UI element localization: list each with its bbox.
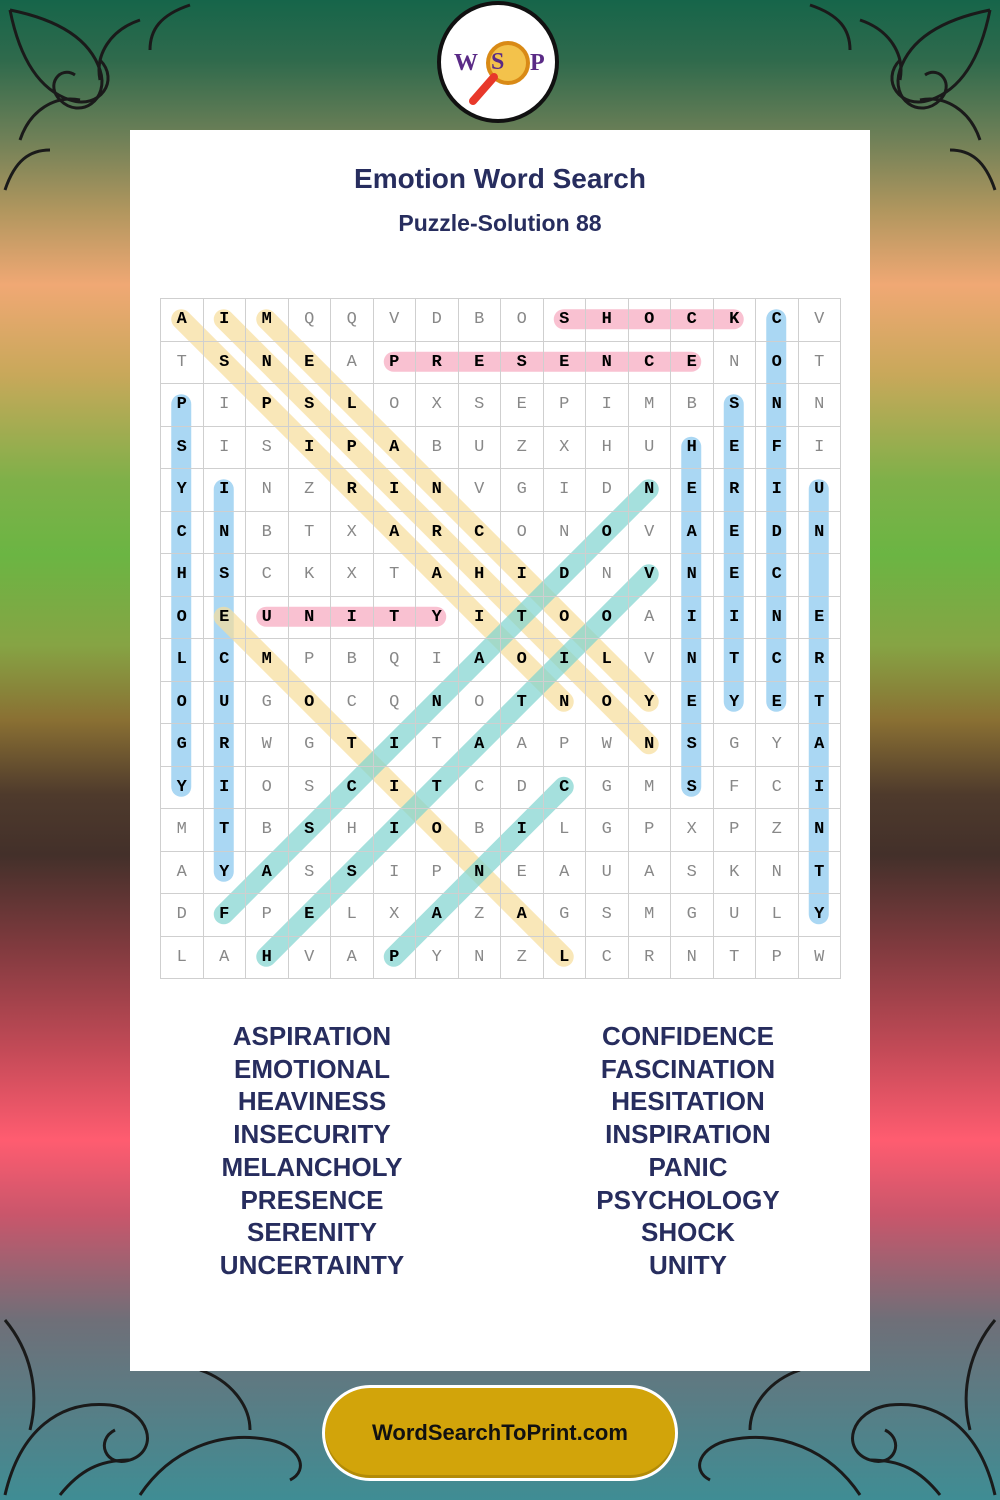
grid-cell: R: [416, 512, 459, 555]
grid-cell: E: [204, 597, 247, 640]
grid-cell: C: [756, 639, 799, 682]
grid-cell: E: [714, 427, 757, 470]
grid-cell: N: [799, 384, 842, 427]
grid-cell: D: [756, 512, 799, 555]
grid-cell: S: [671, 724, 714, 767]
grid-cell: E: [799, 597, 842, 640]
grid-cell: R: [714, 469, 757, 512]
word-list-item: ASPIRATION: [232, 1021, 392, 1051]
grid-cell: S: [161, 427, 204, 470]
grid-cell: O: [629, 299, 672, 342]
grid-cell: Y: [161, 767, 204, 810]
grid-cell: V: [629, 554, 672, 597]
grid-cell: M: [629, 894, 672, 937]
grid-cell: E: [671, 342, 714, 385]
grid-cell: N: [459, 852, 502, 895]
grid-cell: L: [331, 894, 374, 937]
grid-cell: N: [416, 682, 459, 725]
grid-cell: A: [544, 852, 587, 895]
grid-cell: I: [204, 384, 247, 427]
grid-cell: I: [374, 469, 417, 512]
grid-cell: D: [544, 554, 587, 597]
grid-cell: M: [161, 809, 204, 852]
grid-cell: N: [416, 469, 459, 512]
grid-cell: S: [714, 384, 757, 427]
grid-cell: T: [416, 767, 459, 810]
grid-cell: I: [204, 469, 247, 512]
grid-cell: P: [714, 809, 757, 852]
grid-cell: X: [331, 554, 374, 597]
grid-cell: S: [289, 852, 332, 895]
grid-cell: G: [289, 724, 332, 767]
grid-cell: Z: [289, 469, 332, 512]
grid-cell: I: [374, 767, 417, 810]
grid-cell: N: [204, 512, 247, 555]
grid-cell: X: [331, 512, 374, 555]
grid-cell: N: [714, 342, 757, 385]
word-list-item: MELANCHOLY: [221, 1151, 403, 1182]
grid-cell: A: [374, 512, 417, 555]
grid-cell: L: [161, 937, 204, 980]
grid-cell: C: [671, 299, 714, 342]
word-list-item: PRESENCE: [240, 1184, 384, 1215]
grid-cell: D: [161, 894, 204, 937]
grid-cell: H: [161, 554, 204, 597]
grid-cell: T: [161, 342, 204, 385]
word-list-item: SHOCK: [641, 1217, 735, 1248]
grid-cell: R: [204, 724, 247, 767]
grid-cell: X: [544, 427, 587, 470]
grid-cell: T: [501, 682, 544, 725]
grid-cell: D: [416, 299, 459, 342]
grid-cell: S: [671, 852, 714, 895]
grid-cell: G: [161, 724, 204, 767]
grid-cell: C: [756, 299, 799, 342]
grid-cell: V: [289, 937, 332, 980]
grid-cell: R: [629, 937, 672, 980]
grid-cell: I: [204, 767, 247, 810]
grid-cell: U: [586, 852, 629, 895]
grid-cell: T: [714, 937, 757, 980]
grid-cell: T: [289, 512, 332, 555]
word-search-grid: [160, 298, 840, 978]
grid-cell: B: [331, 639, 374, 682]
grid-cell: G: [501, 469, 544, 512]
grid-cell: L: [544, 937, 587, 980]
website-button[interactable]: WordSearchToPrint.com: [322, 1385, 678, 1481]
grid-cell: R: [799, 639, 842, 682]
grid-cell: K: [289, 554, 332, 597]
grid-cell: S: [501, 342, 544, 385]
grid-cell: C: [246, 554, 289, 597]
grid-cell: G: [544, 894, 587, 937]
grid-cell: O: [161, 682, 204, 725]
grid-cell: G: [714, 724, 757, 767]
grid-cell: K: [714, 299, 757, 342]
grid-cell: A: [161, 852, 204, 895]
grid-cell: C: [204, 639, 247, 682]
grid-cell: A: [799, 724, 842, 767]
grid-cell: S: [459, 384, 502, 427]
grid-cell: E: [714, 554, 757, 597]
grid-cell: Y: [756, 724, 799, 767]
grid-cell: X: [671, 809, 714, 852]
grid-cell: L: [586, 639, 629, 682]
word-list-right: [498, 1020, 878, 1282]
grid-cell: I: [544, 639, 587, 682]
grid-cell: Q: [374, 639, 417, 682]
grid-cell: O: [501, 299, 544, 342]
grid-cell: T: [799, 852, 842, 895]
grid-cell: L: [331, 384, 374, 427]
grid-cell: O: [501, 639, 544, 682]
grid-cell: S: [671, 767, 714, 810]
grid-cell: H: [586, 299, 629, 342]
grid-cell: A: [671, 512, 714, 555]
grid-cell: P: [374, 342, 417, 385]
word-list-item: UNCERTAINTY: [219, 1249, 405, 1280]
grid-cell: N: [671, 554, 714, 597]
grid-cell: N: [586, 554, 629, 597]
grid-cell: G: [586, 809, 629, 852]
word-list-item: INSECURITY: [233, 1119, 391, 1150]
grid-cell: A: [416, 554, 459, 597]
grid-cell: I: [799, 427, 842, 470]
grid-cell: Y: [799, 894, 842, 937]
word-list-item: UNITY: [649, 1249, 727, 1280]
grid-cell: H: [331, 809, 374, 852]
grid-cell: Z: [459, 894, 502, 937]
grid-cell: U: [204, 682, 247, 725]
grid-cell: A: [374, 427, 417, 470]
grid-cell: Z: [501, 937, 544, 980]
grid-cell: D: [501, 767, 544, 810]
grid-cell: N: [629, 724, 672, 767]
grid-cell: V: [629, 512, 672, 555]
grid-cell: I: [374, 852, 417, 895]
grid-cell: U: [714, 894, 757, 937]
grid-cell: U: [246, 597, 289, 640]
grid-cell: T: [501, 597, 544, 640]
grid-cell: A: [331, 937, 374, 980]
grid-cell: N: [671, 937, 714, 980]
grid-cell: I: [586, 384, 629, 427]
grid-cell: N: [544, 512, 587, 555]
grid-cell: N: [671, 639, 714, 682]
grid-cell: O: [374, 384, 417, 427]
grid-cell: Y: [714, 682, 757, 725]
grid-cell: S: [204, 554, 247, 597]
grid-cell: Z: [501, 427, 544, 470]
word-list-item: HESITATION: [611, 1086, 765, 1117]
grid-cell: P: [544, 384, 587, 427]
grid-cell: M: [246, 299, 289, 342]
grid-cell: E: [289, 342, 332, 385]
grid-cell: M: [629, 384, 672, 427]
grid-cell: B: [416, 427, 459, 470]
grid-cell: C: [161, 512, 204, 555]
grid-cell: T: [799, 342, 842, 385]
grid-cell: N: [799, 809, 842, 852]
grid-cell: C: [331, 767, 374, 810]
grid-cell: N: [459, 937, 502, 980]
grid-cell: S: [204, 342, 247, 385]
grid-cell: U: [459, 427, 502, 470]
grid-cell: V: [459, 469, 502, 512]
grid-cell: D: [586, 469, 629, 512]
grid-cell: C: [459, 767, 502, 810]
grid-cell: I: [374, 809, 417, 852]
grid-cell: L: [544, 809, 587, 852]
grid-cell: A: [416, 894, 459, 937]
grid-cell: P: [161, 384, 204, 427]
grid-cell: T: [799, 682, 842, 725]
grid-cell: O: [289, 682, 332, 725]
grid-cell: A: [501, 894, 544, 937]
grid-cell: Y: [161, 469, 204, 512]
grid-cell: O: [501, 512, 544, 555]
grid-cell: P: [331, 427, 374, 470]
grid-cell: O: [586, 597, 629, 640]
grid-cell: E: [671, 682, 714, 725]
grid-cell: E: [544, 342, 587, 385]
grid-cell: B: [246, 809, 289, 852]
logo-letter-w: W: [454, 50, 478, 76]
grid-cell: L: [756, 894, 799, 937]
grid-cell: L: [161, 639, 204, 682]
grid-cell: I: [671, 597, 714, 640]
grid-cell: Q: [374, 682, 417, 725]
grid-cell: I: [416, 639, 459, 682]
grid-cell: A: [204, 937, 247, 980]
grid-cell: O: [756, 342, 799, 385]
puzzle-title: Emotion Word Search: [354, 163, 646, 194]
grid-cell: P: [246, 894, 289, 937]
grid-cell: A: [331, 342, 374, 385]
grid-cell: A: [501, 724, 544, 767]
grid-cell: G: [586, 767, 629, 810]
grid-cell: H: [671, 427, 714, 470]
grid-cell: V: [374, 299, 417, 342]
word-list-item: HEAVINESS: [237, 1086, 387, 1117]
grid-cell: E: [714, 512, 757, 555]
grid-cell: E: [671, 469, 714, 512]
grid-cell: N: [586, 342, 629, 385]
grid-cell: P: [629, 809, 672, 852]
grid-cell: S: [289, 809, 332, 852]
grid-cell: S: [289, 767, 332, 810]
grid-cell: N: [544, 682, 587, 725]
grid-cell: O: [459, 682, 502, 725]
grid-cell: U: [799, 469, 842, 512]
grid-cell: B: [246, 512, 289, 555]
logo-letter-p: P: [530, 50, 545, 76]
grid-cell: F: [204, 894, 247, 937]
grid-cell: A: [161, 299, 204, 342]
word-list-item: SERENITY: [246, 1217, 378, 1248]
grid-cell: N: [629, 469, 672, 512]
grid-cell: O: [416, 809, 459, 852]
grid-cell: Q: [331, 299, 374, 342]
grid-cell: X: [374, 894, 417, 937]
grid-cell: P: [374, 937, 417, 980]
grid-cell: S: [586, 894, 629, 937]
grid-cell: I: [501, 554, 544, 597]
grid-cell: R: [416, 342, 459, 385]
grid-cell: H: [246, 937, 289, 980]
grid-cell: I: [714, 597, 757, 640]
grid-cell: N: [756, 852, 799, 895]
grid-cell: W: [246, 724, 289, 767]
grid-cell: I: [204, 427, 247, 470]
grid-cell: I: [799, 767, 842, 810]
word-list-item: EMOTIONAL: [234, 1053, 390, 1084]
grid-cell: O: [586, 512, 629, 555]
grid-cell: M: [629, 767, 672, 810]
grid-cell: P: [289, 639, 332, 682]
grid-cell: U: [629, 427, 672, 470]
grid-cell: B: [671, 384, 714, 427]
grid-cell: I: [544, 469, 587, 512]
grid-cell: P: [544, 724, 587, 767]
grid-cell: A: [246, 852, 289, 895]
grid-cell: P: [756, 937, 799, 980]
grid-cell: C: [586, 937, 629, 980]
grid-cell: I: [459, 597, 502, 640]
grid-cell: S: [289, 384, 332, 427]
letter-grid: [160, 298, 841, 979]
grid-cell: C: [544, 767, 587, 810]
grid-cell: V: [629, 639, 672, 682]
grid-cell: P: [246, 384, 289, 427]
grid-cell: W: [799, 937, 842, 980]
grid-cell: Q: [289, 299, 332, 342]
word-list-item: PANIC: [648, 1151, 728, 1182]
grid-cell: B: [459, 299, 502, 342]
grid-cell: N: [756, 384, 799, 427]
grid-cell: V: [799, 299, 842, 342]
grid-cell: I: [289, 427, 332, 470]
grid-cell: S: [246, 427, 289, 470]
grid-cell: X: [416, 384, 459, 427]
grid-cell: I: [331, 597, 374, 640]
grid-cell: M: [246, 639, 289, 682]
grid-cell: O: [544, 597, 587, 640]
grid-cell: T: [374, 554, 417, 597]
site-logo: [437, 1, 559, 123]
grid-cell: C: [331, 682, 374, 725]
grid-cell: O: [586, 682, 629, 725]
grid-cell: E: [756, 682, 799, 725]
grid-cell: Y: [416, 937, 459, 980]
grid-cell: C: [629, 342, 672, 385]
grid-cell: C: [459, 512, 502, 555]
grid-cell: A: [629, 597, 672, 640]
grid-cell: S: [544, 299, 587, 342]
grid-cell: T: [204, 809, 247, 852]
grid-cell: A: [459, 639, 502, 682]
grid-cell: C: [756, 767, 799, 810]
grid-cell: E: [501, 852, 544, 895]
grid-cell: T: [416, 724, 459, 767]
grid-cell: Y: [416, 597, 459, 640]
word-list-left: [122, 1020, 502, 1282]
grid-cell: N: [246, 469, 289, 512]
grid-cell: I: [756, 469, 799, 512]
grid-cell: H: [459, 554, 502, 597]
grid-cell: R: [331, 469, 374, 512]
grid-cell: Z: [756, 809, 799, 852]
grid-cell: N: [246, 342, 289, 385]
word-list-item: INSPIRATION: [605, 1119, 771, 1150]
grid-cell: G: [246, 682, 289, 725]
grid-cell: [799, 554, 842, 597]
grid-cell: N: [289, 597, 332, 640]
grid-cell: A: [459, 724, 502, 767]
grid-cell: K: [714, 852, 757, 895]
grid-cell: I: [501, 809, 544, 852]
grid-cell: G: [671, 894, 714, 937]
grid-cell: E: [289, 894, 332, 937]
grid-cell: T: [714, 639, 757, 682]
grid-cell: F: [714, 767, 757, 810]
grid-cell: H: [586, 427, 629, 470]
grid-cell: F: [756, 427, 799, 470]
grid-cell: O: [161, 597, 204, 640]
grid-cell: W: [586, 724, 629, 767]
grid-cell: O: [246, 767, 289, 810]
grid-cell: T: [331, 724, 374, 767]
puzzle-subtitle: Puzzle-Solution 88: [398, 210, 602, 236]
grid-cell: I: [374, 724, 417, 767]
word-list-item: FASCINATION: [600, 1053, 776, 1084]
grid-cell: C: [756, 554, 799, 597]
grid-cell: Y: [629, 682, 672, 725]
grid-cell: N: [799, 512, 842, 555]
grid-cell: N: [756, 597, 799, 640]
grid-cell: B: [459, 809, 502, 852]
grid-cell: E: [459, 342, 502, 385]
grid-cell: P: [416, 852, 459, 895]
grid-cell: A: [629, 852, 672, 895]
grid-cell: S: [331, 852, 374, 895]
grid-cell: T: [374, 597, 417, 640]
word-list-item: CONFIDENCE: [602, 1021, 774, 1051]
grid-cell: I: [204, 299, 247, 342]
logo-letter-s: S: [491, 49, 505, 75]
grid-cell: E: [501, 384, 544, 427]
word-list-item: PSYCHOLOGY: [596, 1184, 780, 1215]
grid-cell: Y: [204, 852, 247, 895]
